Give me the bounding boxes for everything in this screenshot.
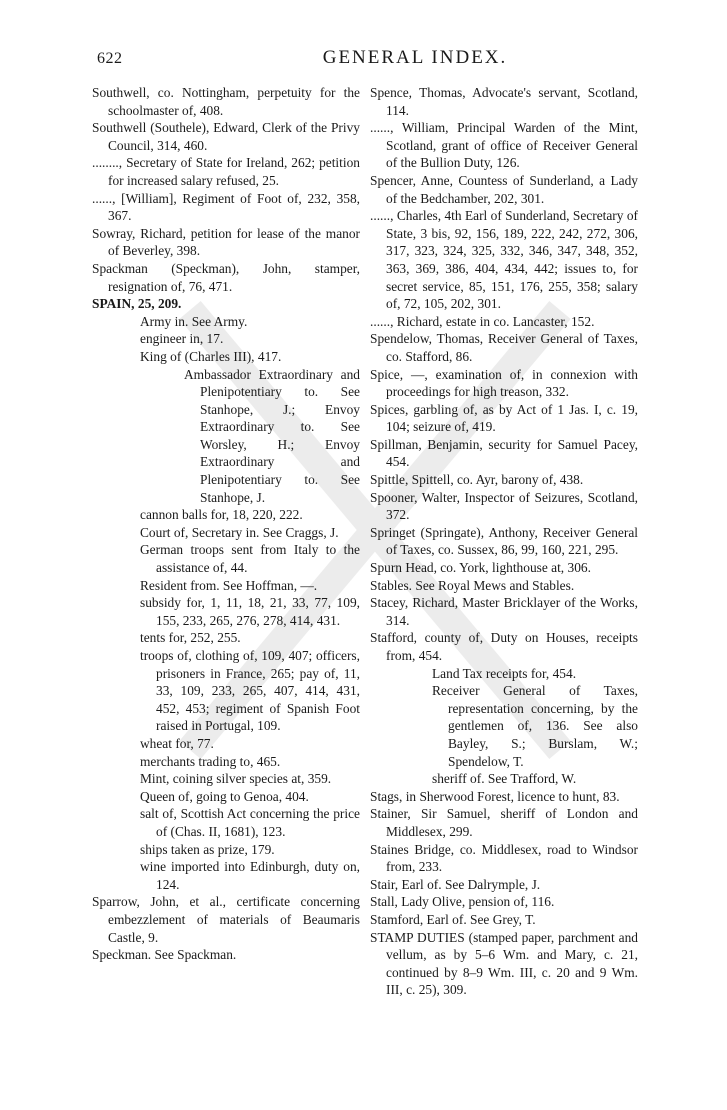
index-entry: Spices, garbling of, as by Act of 1 Jas. I, c. 19, 104; seizure of, 419. <box>370 401 638 435</box>
index-entry: ships taken as prize, 179. <box>140 841 275 857</box>
index-entry: Spurn Head, co. York, lighthouse at, 306. <box>370 560 591 576</box>
index-entry: Mint, coining silver species at, 359. <box>140 771 332 787</box>
index-entry: Stair, Earl of. See Dalrymple, J. <box>370 876 541 892</box>
index-entry: Stables. See Royal Mews and Stables. <box>370 577 575 593</box>
index-entry: Stainer, Sir Samuel, sheriff of London and Middlesex, 299. <box>370 806 638 839</box>
index-entry: Land Tax receipts for, 454. <box>432 665 577 681</box>
index-entry: ........, Secretary of State for Ireland, 262; petition for increased salary refused, 25. <box>92 155 360 188</box>
running-head: GENERAL INDEX. <box>322 47 508 68</box>
index-entry: SPAIN, 25, 209. <box>92 296 182 312</box>
index-entry: Spillman, Benjamin, security for Samuel Pacey, 454. <box>370 436 638 470</box>
index-entry: Sowray, Richard, petition for lease of the manor of Beverley, 398. <box>92 225 360 259</box>
index-entry: ......, Charles, 4th Earl of Sunderland, Secretary of State, 3 bis, 92, 156, 189, 222, 242, 272, 306, 317, 323, 324, 325, 332, 346, 347, 348, 352, 363, 369, 386, 404, 434, 442; issues to, for secret service, 85, 151, 176, 255, 358; salary of, 72, 105, 202, 301. <box>370 208 638 312</box>
left-column <box>92 84 360 964</box>
index-entry: merchants trading to, 465. <box>140 753 281 769</box>
index-entry: Stacey, Richard, Master Bricklayer of the Works, 314. <box>370 595 638 628</box>
index-entry: Southwell (Southele), Edward, Clerk of the Privy Council, 314, 460. <box>92 120 360 153</box>
index-entry: Resident from. See Hoffman, —. <box>140 577 318 593</box>
index-entry: cannon balls for, 18, 220, 222. <box>140 507 303 523</box>
index-entry: ......, Richard, estate in co. Lancaster, 152. <box>370 313 595 329</box>
index-entry: troops of, clothing of, 109, 407; officers, prisoners in France, 265; pay of, 11, 33, 109, 233, 265, 407, 414, 431, 452, 453; regiment of Spanish Foot raised in Portugal, 109. <box>140 648 360 734</box>
index-entry: Receiver General of Taxes, representation concerning, by the gentlemen of, 136. See also Bayley, S.; Burslam, W.; Spendelow, T. <box>432 683 638 769</box>
index-entry: Sparrow, John, et al., certificate concerning embezzlement of materials of Beaumaris Castle, 9. <box>92 894 360 945</box>
index-entry: Spice, —, examination of, in connexion with proceedings for high treason, 332. <box>370 366 638 400</box>
index-entry: Spackman (Speckman), John, stamper, resignation of, 76, 471. <box>92 260 360 294</box>
page-number: 622 <box>97 50 123 67</box>
index-entry: Army in. See Army. <box>140 313 248 329</box>
index-entry: wheat for, 77. <box>140 735 214 751</box>
index-entry: STAMP DUTIES (stamped paper, parchment and vellum, as by 5–6 Wm. and Mary, c. 21, continued by 8–9 Wm. III, c. 20 and 9 Wm. III, c. 25), 309. <box>370 929 638 998</box>
index-entry: Stall, Lady Olive, pension of, 116. <box>370 894 555 910</box>
index-entry: German troops sent from Italy to the assistance of, 44. <box>140 542 360 576</box>
index-entry: Springet (Springate), Anthony, Receiver General of Taxes, co. Sussex, 86, 99, 160, 221, 295. <box>370 524 638 558</box>
index-entry: wine imported into Edinburgh, duty on, 124. <box>140 859 360 892</box>
index-entry: Spendelow, Thomas, Receiver General of Taxes, co. Stafford, 86. <box>370 331 638 364</box>
index-entry: Ambassador Extraordinary and Plenipotentiary to. See Stanhope, J.; Envoy Extraordinary to. See Worsley, H.; Envoy Extraordinary and Plenipotentiary to. See Stanhope, J. <box>184 366 360 505</box>
index-entry: tents for, 252, 255. <box>140 630 241 646</box>
index-entry: Stamford, Earl of. See Grey, T. <box>370 911 536 927</box>
index-entry: Spence, Thomas, Advocate's servant, Scotland, 114. <box>370 85 638 118</box>
index-entry: Southwell, co. Nottingham, perpetuity for the schoolmaster of, 408. <box>92 85 360 118</box>
index-entry: Staines Bridge, co. Middlesex, road to Windsor from, 233. <box>370 841 638 875</box>
index-entry: Spittle, Spittell, co. Ayr, barony of, 438. <box>370 472 584 488</box>
index-entry: ......, William, Principal Warden of the Mint, Scotland, grant of office of Receiver General of the Bullion Duty, 126. <box>370 120 638 171</box>
index-entry: engineer in, 17. <box>140 331 224 347</box>
index-entry: Court of, Secretary in. See Craggs, J. <box>140 524 339 540</box>
right-column <box>370 84 638 999</box>
index-entry: sheriff of. See Trafford, W. <box>432 771 577 787</box>
index-entry: Stafford, county of, Duty on Houses, receipts from, 454. <box>370 630 638 663</box>
index-entry: ......, [William], Regiment of Foot of, 232, 358, 367. <box>92 190 360 224</box>
index-entry: King of (Charles III), 417. <box>140 348 282 364</box>
index-entry: Spencer, Anne, Countess of Sunderland, a Lady of the Bedchamber, 202, 301. <box>370 172 638 206</box>
index-entry: salt of, Scottish Act concerning the price of (Chas. II, 1681), 123. <box>140 806 360 839</box>
index-entry: subsidy for, 1, 11, 18, 21, 33, 77, 109, 155, 233, 265, 276, 278, 414, 431. <box>140 595 360 628</box>
index-entry: Spooner, Walter, Inspector of Seizures, Scotland, 372. <box>370 489 638 523</box>
index-entry: Stags, in Sherwood Forest, licence to hunt, 83. <box>370 788 620 804</box>
index-entry: Speckman. See Spackman. <box>92 947 237 963</box>
index-entry: Queen of, going to Genoa, 404. <box>140 788 309 804</box>
